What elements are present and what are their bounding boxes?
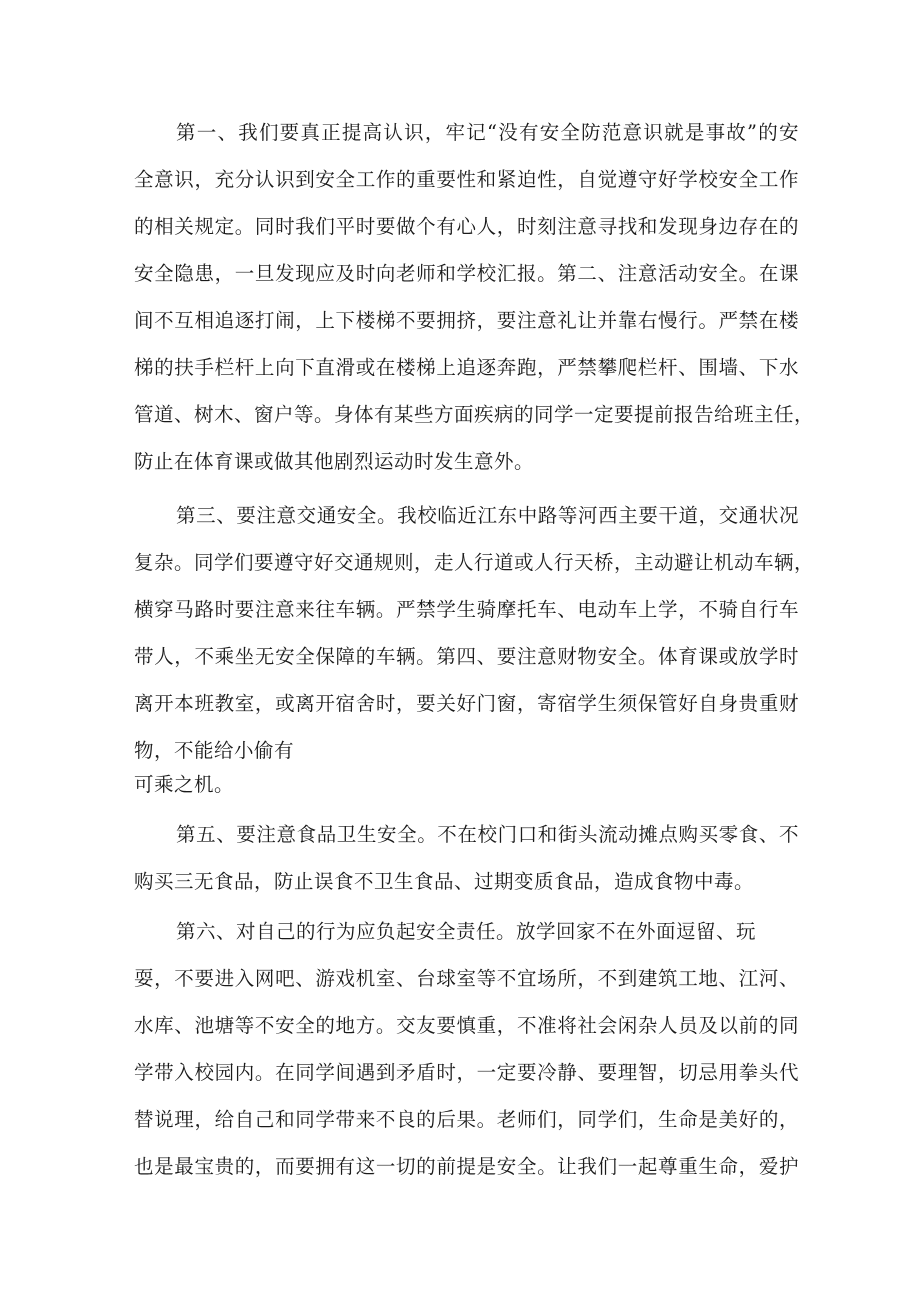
- text-line: 横穿马路时要注意来往车辆。严禁学生骑摩托车、电动车上学，不骑自行车: [134, 598, 799, 621]
- text-line: 第三、要注意交通安全。我校临近江东中路等河西主要干道，交通状况: [176, 504, 799, 527]
- text-line: 耍，不要进入网吧、游戏机室、台球室等不宜场所，不到建筑工地、江河、: [134, 967, 799, 990]
- text-line: 的相关规定。同时我们平时要做个有心人，时刻注意寻找和发现身边存在的: [134, 215, 799, 238]
- text-line: 复杂。同学们要遵守好交通规则，走人行道或人行天桥，主动避让机动车辆，: [134, 551, 815, 574]
- text-line: 第五、要注意食品卫生安全。不在校门口和街头流动摊点购买零食、不: [176, 823, 799, 846]
- text-line: 也是最宝贵的，而要拥有这一切的前提是安全。让我们一起尊重生命，爱护: [134, 1155, 799, 1178]
- text-line: 防止在体育课或做其他剧烈运动时发生意外。: [134, 450, 535, 473]
- text-line: 学带入校园内。在同学间遇到矛盾时，一定要冷静、要理智，切忌用拳头代: [134, 1061, 799, 1084]
- text-line: 梯的扶手栏杆上向下直滑或在楼梯上追逐奔跑，严禁攀爬栏杆、围墙、下水: [134, 356, 799, 379]
- text-line: 水库、池塘等不安全的地方。交友要慎重，不准将社会闲杂人员及以前的同: [134, 1014, 799, 1037]
- text-line: 可乘之机。: [134, 773, 235, 796]
- text-line: 全意识，充分认识到安全工作的重要性和紧迫性，自觉遵守好学校安全工作: [134, 168, 799, 191]
- text-line: 间不互相追逐打闹，上下楼梯不要拥挤，要注意礼让并靠右慢行。严禁在楼: [134, 309, 799, 332]
- text-line: 购买三无食品，防止误食不卫生食品、过期变质食品，造成食物中毒。: [134, 870, 755, 893]
- text-line: 替说理，给自己和同学带来不良的后果。老师们，同学们，生命是美好的，: [134, 1108, 799, 1131]
- text-line: 第六、对自己的行为应负起安全责任。放学回家不在外面逗留、玩: [176, 920, 757, 943]
- text-line: 第一、我们要真正提高认识，牢记“没有安全防范意识就是事故”的安: [176, 121, 799, 144]
- text-line: 带人，不乘坐无安全保障的车辆。第四、要注意财物安全。体育课或放学时: [134, 645, 799, 668]
- text-line: 管道、树木、窗户等。身体有某些方面疾病的同学一定要提前报告给班主任，: [134, 403, 815, 426]
- text-line: 物，不能给小偷有: [134, 739, 295, 762]
- text-line: 离开本班教室，或离开宿舍时，要关好门窗，寄宿学生须保管好自身贵重财: [134, 692, 799, 715]
- text-line: 安全隐患，一旦发现应及时向老师和学校汇报。第二、注意活动安全。在课: [134, 262, 799, 285]
